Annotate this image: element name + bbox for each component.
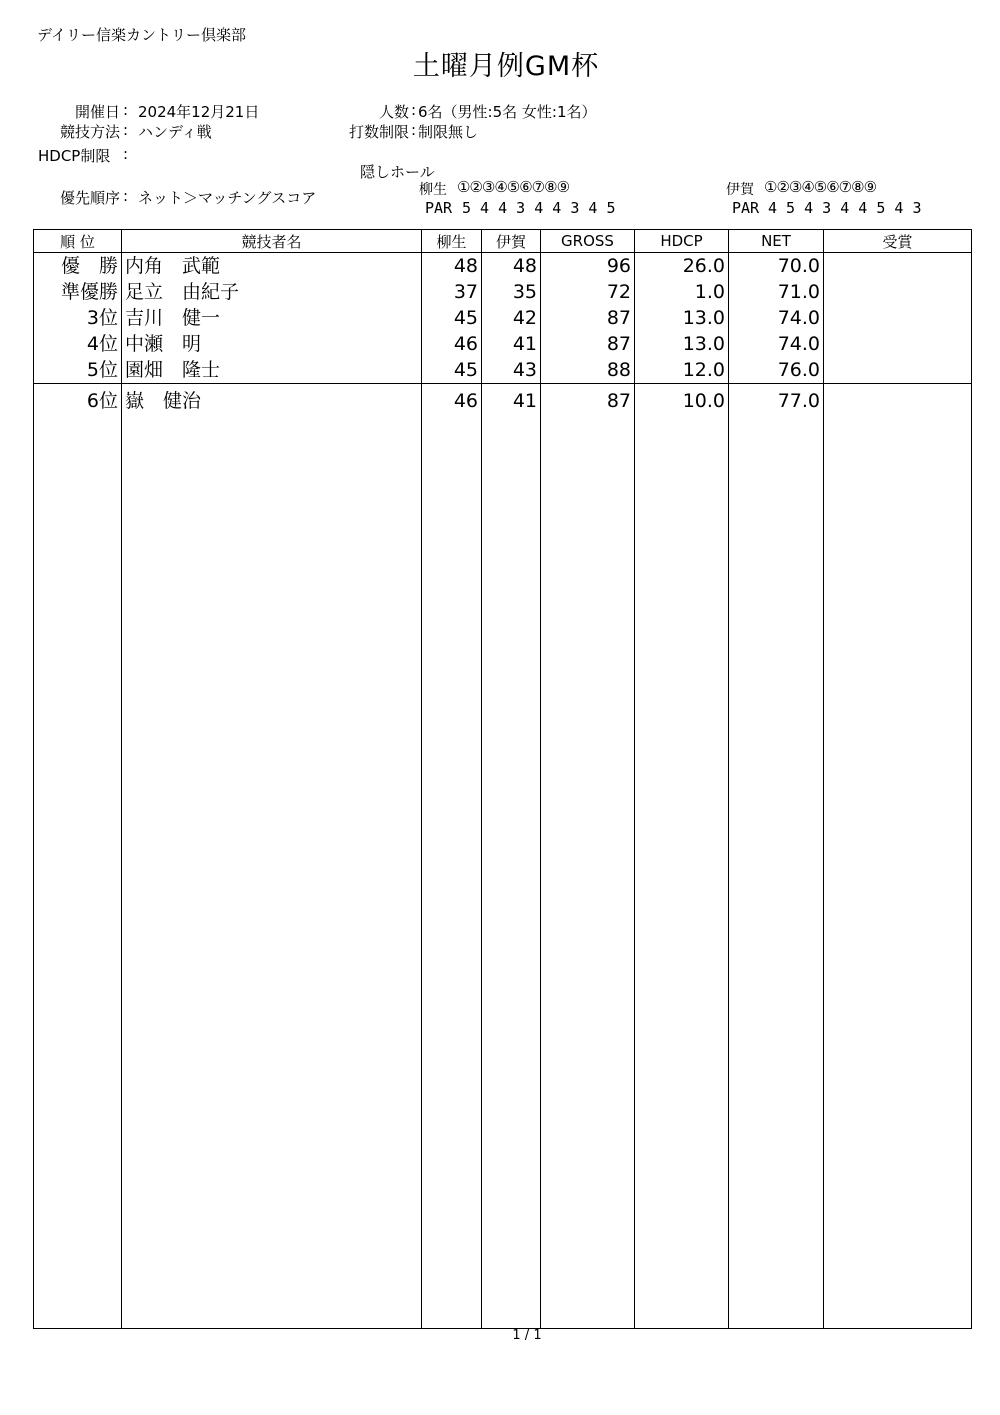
gross-cell: 72 (541, 279, 635, 305)
player-name-cell: 吉川 健一 (122, 305, 422, 331)
course1-holes: ①②③④⑤⑥⑦⑧⑨ (457, 178, 570, 196)
table-row (34, 331, 972, 357)
course2-holes: ①②③④⑤⑥⑦⑧⑨ (764, 178, 877, 196)
header-hdcp: HDCP (635, 230, 729, 253)
in-score-cell: 43 (482, 357, 541, 384)
table-row (34, 305, 972, 331)
table-row (34, 253, 972, 280)
table-row (34, 279, 972, 305)
gross-cell: 87 (541, 331, 635, 357)
in-score-cell: 42 (482, 305, 541, 331)
gross-cell: 87 (541, 384, 635, 415)
date-colon: : (123, 101, 129, 119)
in-score-cell: 48 (482, 253, 541, 280)
method-value: ハンディ戦 (138, 123, 212, 141)
count-label: 人数 (378, 103, 409, 121)
hidden-hole-label: 隠しホール (360, 163, 435, 181)
award-cell (824, 357, 972, 384)
in-score-cell: 41 (482, 331, 541, 357)
hdcp-cell: 26.0 (635, 253, 729, 280)
player-name-cell: 足立 由紀子 (122, 279, 422, 305)
net-cell: 71.0 (729, 279, 824, 305)
player-name-cell: 中瀬 明 (122, 331, 422, 357)
method-label: 競技方法 (59, 123, 120, 141)
hdcp-limit-label: HDCP制限 (38, 147, 111, 165)
header-in: 伊賀 (482, 230, 541, 253)
in-score-cell: 35 (482, 279, 541, 305)
award-cell (824, 384, 972, 415)
hdcp-cell: 10.0 (635, 384, 729, 415)
out-score-cell: 46 (422, 384, 482, 415)
empty-cell (635, 414, 729, 1329)
stroke-limit-colon: : (411, 121, 417, 139)
empty-cell (824, 414, 972, 1329)
table-row (34, 357, 972, 384)
gross-cell: 96 (541, 253, 635, 280)
table-row (34, 384, 972, 415)
in-score-cell: 41 (482, 384, 541, 415)
course1-par-label: PAR (425, 199, 453, 217)
hdcp-cell: 12.0 (635, 357, 729, 384)
header-rank: 順 位 (34, 230, 122, 253)
course1-name: 柳生 (419, 182, 447, 198)
rank-cell: 準優勝 (34, 279, 122, 305)
award-cell (824, 279, 972, 305)
course2-pars: 4 5 4 3 4 4 5 4 3 (768, 199, 922, 217)
award-cell (824, 305, 972, 331)
empty-cell (122, 414, 422, 1329)
hdcp-cell: 13.0 (635, 331, 729, 357)
count-value: 6名（男性:5名 女性:1名） (418, 103, 597, 121)
stroke-limit-label: 打数制限 (348, 123, 409, 141)
results-table (33, 229, 972, 1329)
empty-cell (422, 414, 482, 1329)
hdcp-cell: 13.0 (635, 305, 729, 331)
stroke-limit-value: 制限無し (418, 123, 479, 141)
course2-par-label: PAR (732, 199, 760, 217)
header-gross: GROSS (541, 230, 635, 253)
table-header-row (34, 230, 972, 253)
date-value: 2024年12月21日 (138, 103, 260, 121)
net-cell: 74.0 (729, 305, 824, 331)
header-award: 受賞 (824, 230, 972, 253)
award-cell (824, 331, 972, 357)
out-score-cell: 46 (422, 331, 482, 357)
priority-value: ネット＞マッチングスコア (138, 189, 317, 207)
out-score-cell: 48 (422, 253, 482, 280)
date-label: 開催日 (74, 103, 120, 121)
page-title: 土曜月例GM杯 (412, 51, 600, 82)
count-colon: : (411, 101, 417, 119)
hdcp-limit-colon: : (123, 145, 129, 163)
empty-cell (541, 414, 635, 1329)
net-cell: 74.0 (729, 331, 824, 357)
header-net: NET (729, 230, 824, 253)
header-name: 競技者名 (122, 230, 422, 253)
player-name-cell: 内角 武範 (122, 253, 422, 280)
empty-cell (34, 414, 122, 1329)
net-cell: 77.0 (729, 384, 824, 415)
out-score-cell: 45 (422, 357, 482, 384)
course2-name: 伊賀 (726, 182, 754, 198)
net-cell: 76.0 (729, 357, 824, 384)
header-out: 柳生 (422, 230, 482, 253)
hdcp-cell: 1.0 (635, 279, 729, 305)
club-name: デイリー信楽カントリー倶楽部 (37, 26, 246, 44)
method-colon: : (123, 121, 129, 139)
out-score-cell: 37 (422, 279, 482, 305)
award-cell (824, 253, 972, 280)
rank-cell: 5位 (34, 357, 122, 384)
empty-cell (482, 414, 541, 1329)
player-name-cell: 園畑 隆士 (122, 357, 422, 384)
table-empty-area (34, 414, 972, 1329)
empty-cell (729, 414, 824, 1329)
gross-cell: 88 (541, 357, 635, 384)
net-cell: 70.0 (729, 253, 824, 280)
priority-label: 優先順序 (59, 189, 120, 207)
rank-cell: 優 勝 (34, 253, 122, 280)
page-number: 1 / 1 (512, 1328, 542, 1343)
player-name-cell: 嶽 健治 (122, 384, 422, 415)
gross-cell: 87 (541, 305, 635, 331)
priority-colon: : (123, 187, 129, 205)
course1-pars: 5 4 4 3 4 4 3 4 5 (462, 199, 616, 217)
rank-cell: 6位 (34, 384, 122, 415)
out-score-cell: 45 (422, 305, 482, 331)
rank-cell: 4位 (34, 331, 122, 357)
rank-cell: 3位 (34, 305, 122, 331)
